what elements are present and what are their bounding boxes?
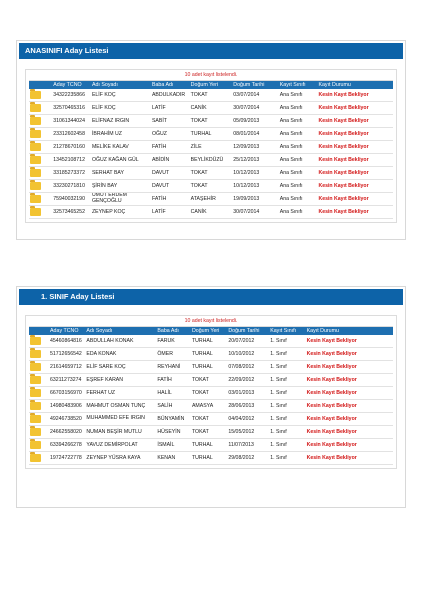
name-cell: YAVUZ DEMİRPOLAT [85,439,156,452]
father-cell: LATİF [151,102,190,115]
birthplace-cell: TOKAT [190,115,233,128]
folder-icon[interactable] [30,195,41,203]
class-cell: 1. Sınıf [269,452,305,465]
table-row[interactable] [29,102,393,115]
section-title: 1. SINIF Aday Listesi [19,289,403,305]
folder-icon-cell[interactable] [29,180,52,193]
tcno-cell: 66703156970 [49,387,85,400]
status-cell: Kesin Kayıt Bekliyor [317,180,393,193]
class-cell: Ana Sınıfı [279,193,318,206]
birthplace-cell: TOKAT [191,374,227,387]
folder-icon-cell[interactable] [29,348,49,361]
status-cell: Kesin Kayıt Bekliyor [317,89,393,102]
folder-icon-cell[interactable] [29,374,49,387]
birthdate-cell: 30/07/2014 [232,102,278,115]
table-row[interactable] [29,193,393,206]
table-row[interactable] [29,439,393,452]
father-cell: HÜSEYİN [156,426,191,439]
birthdate-cell: 22/09/2012 [227,374,269,387]
folder-icon-cell[interactable] [29,193,52,206]
col-birthdate: Doğum Tarihi [227,327,269,335]
status-cell: Kesin Kayıt Bekliyor [317,167,393,180]
table-row[interactable] [29,141,393,154]
birthplace-cell: TOKAT [191,387,227,400]
table-row[interactable] [29,180,393,193]
status-cell: Kesin Kayıt Bekliyor [306,452,393,465]
status-cell: Kesin Kayıt Bekliyor [317,154,393,167]
status-cell: Kesin Kayıt Bekliyor [317,102,393,115]
folder-icon-cell[interactable] [29,400,49,413]
folder-icon-cell[interactable] [29,115,52,128]
name-cell: NUMAN BEŞİR MUTLU [85,426,156,439]
folder-icon[interactable] [30,389,41,397]
folder-icon[interactable] [30,441,41,449]
class-cell: Ana Sınıfı [279,89,318,102]
folder-icon[interactable] [30,130,41,138]
class-cell: Ana Sınıfı [279,180,318,193]
candidate-table [29,327,393,465]
birthplace-cell: TURHAL [191,335,227,348]
father-cell: İSMAİL [156,439,191,452]
birinci-sinif-panel [16,286,406,508]
table-header-row [29,327,393,335]
class-cell: 1. Sınıf [269,361,305,374]
name-cell: MAHMUT OSMAN TUNÇ [85,400,156,413]
folder-icon-cell[interactable] [29,361,49,374]
birthplace-cell: TOKAT [190,180,233,193]
col-class: Kayıt Sınıfı [279,81,318,89]
tcno-cell: 23312602458 [52,128,91,141]
name-cell: ZEYNEP YÜSRA KAYA [85,452,156,465]
table-row[interactable] [29,128,393,141]
tcno-cell: 14980483906 [49,400,85,413]
col-tcno: Aday TCNO [52,81,91,89]
table-row[interactable] [29,387,393,400]
name-cell: ZEYNEP KOÇ [91,206,151,219]
birthdate-cell: 03/07/2014 [232,89,278,102]
status-cell: Kesin Kayıt Bekliyor [317,206,393,219]
birthdate-cell: 19/09/2013 [232,193,278,206]
class-cell: Ana Sınıfı [279,141,318,154]
birthplace-cell: TURHAL [191,452,227,465]
name-cell: UMUT ERDEM GENÇOĞLU [91,193,151,206]
table-row[interactable] [29,154,393,167]
status-cell: Kesin Kayıt Bekliyor [306,335,393,348]
father-cell: REYHANİ [156,361,191,374]
father-cell: KENAN [156,452,191,465]
class-cell: Ana Sınıfı [279,115,318,128]
birthdate-cell: 15/05/2012 [227,426,269,439]
birthdate-cell: 10/12/2013 [232,167,278,180]
folder-icon-cell[interactable] [29,387,49,400]
name-cell: EŞREF KARAN [85,374,156,387]
class-cell: 1. Sınıf [269,439,305,452]
birthplace-cell: ZİLE [190,141,233,154]
table-row[interactable] [29,452,393,465]
folder-icon-cell[interactable] [29,206,52,219]
folder-icon[interactable] [30,363,41,371]
birthdate-cell: 03/01/2013 [227,387,269,400]
father-cell: LATİF [151,206,190,219]
tcno-cell: 21278670160 [52,141,91,154]
table-row[interactable] [29,348,393,361]
folder-icon-cell[interactable] [29,413,49,426]
birthdate-cell: 10/10/2012 [227,348,269,361]
status-cell: Kesin Kayıt Bekliyor [317,115,393,128]
record-count: 10 adet kayıt listelendi. [184,318,238,324]
status-cell: Kesin Kayıt Bekliyor [306,426,393,439]
father-cell: FATİH [151,141,190,154]
name-cell: MELİKE KALAV [91,141,151,154]
status-cell: Kesin Kayıt Bekliyor [306,439,393,452]
table-row[interactable] [29,115,393,128]
birthplace-cell: TURHAL [191,439,227,452]
folder-icon[interactable] [30,376,41,384]
col-tcno: Aday TCNO [49,327,85,335]
name-cell: ELİF KOÇ [91,102,151,115]
birthdate-cell: 05/09/2013 [232,115,278,128]
name-cell: ELİFNAZ IRGIN [91,115,151,128]
table-row[interactable] [29,413,393,426]
list-container [25,69,397,223]
tcno-cell: 21614659712 [49,361,85,374]
tcno-cell: 32573465252 [52,206,91,219]
col-class: Kayıt Sınıfı [269,327,305,335]
table-row[interactable] [29,206,393,219]
col-name: Adı Soyadı [91,81,151,89]
table-row[interactable] [29,374,393,387]
father-cell: FATİH [156,374,191,387]
folder-icon[interactable] [30,208,41,216]
father-cell: ÖMER [156,348,191,361]
folder-icon-cell[interactable] [29,335,49,348]
folder-icon[interactable] [30,156,41,164]
tcno-cell: 75940032190 [52,193,91,206]
folder-icon[interactable] [30,169,41,177]
class-cell: Ana Sınıfı [279,167,318,180]
col-father: Baba Adı [151,81,190,89]
father-cell: HALİL [156,387,191,400]
status-cell: Kesin Kayıt Bekliyor [306,400,393,413]
col-icon [29,81,52,89]
folder-icon-cell[interactable] [29,141,52,154]
folder-icon-cell[interactable] [29,452,49,465]
birthdate-cell: 29/08/2012 [227,452,269,465]
folder-icon[interactable] [30,402,41,410]
tcno-cell: 31061344024 [52,115,91,128]
table-row[interactable] [29,426,393,439]
tcno-cell: 19724722778 [49,452,85,465]
table-row[interactable] [29,167,393,180]
col-father: Baba Adı [156,327,191,335]
birthplace-cell: TURHAL [191,361,227,374]
father-cell: BÜNYAMİN [156,413,191,426]
tcno-cell: 63394266278 [49,439,85,452]
status-cell: Kesin Kayıt Bekliyor [306,374,393,387]
birthplace-cell: TOKAT [190,167,233,180]
col-birthplace: Doğum Yeri [191,327,227,335]
birthplace-cell: TURHAL [191,348,227,361]
birthplace-cell: TURHAL [190,128,233,141]
folder-icon-cell[interactable] [29,128,52,141]
class-cell: Ana Sınıfı [279,206,318,219]
birthplace-cell: TOKAT [191,413,227,426]
col-icon [29,327,49,335]
col-name: Adı Soyadı [85,327,156,335]
class-cell: Ana Sınıfı [279,128,318,141]
name-cell: OĞUZ KAĞAN GÜL [91,154,151,167]
folder-icon[interactable] [30,182,41,190]
status-cell: Kesin Kayıt Bekliyor [306,361,393,374]
birthplace-cell: TOKAT [191,426,227,439]
class-cell: 1. Sınıf [269,335,305,348]
class-cell: 1. Sınıf [269,413,305,426]
folder-icon-cell[interactable] [29,167,52,180]
table-row[interactable] [29,361,393,374]
section-title: ANASINIFI Aday Listesi [19,43,403,59]
table-row[interactable] [29,89,393,102]
birthplace-cell: TOKAT [190,89,233,102]
status-cell: Kesin Kayıt Bekliyor [317,128,393,141]
father-cell: ABDULKADIR [151,89,190,102]
father-cell: FATİH [151,193,190,206]
father-cell: SABİT [151,115,190,128]
name-cell: İBRAHİM UZ [91,128,151,141]
table-row[interactable] [29,400,393,413]
tcno-cell: 33230271810 [52,180,91,193]
birthplace-cell: CANİK [190,206,233,219]
tcno-cell: 33185273372 [52,167,91,180]
father-cell: OĞUZ [151,128,190,141]
folder-icon[interactable] [30,91,41,99]
birthplace-cell: ATAŞEHİR [190,193,233,206]
birthdate-cell: 30/07/2014 [232,206,278,219]
col-status: Kayıt Durumu [317,81,393,89]
status-cell: Kesin Kayıt Bekliyor [306,348,393,361]
birthdate-cell: 04/04/2012 [227,413,269,426]
table-row[interactable] [29,335,393,348]
folder-icon[interactable] [30,350,41,358]
father-cell: ABİDİN [151,154,190,167]
tcno-cell: 32570465316 [52,102,91,115]
father-cell: DAVUT [151,167,190,180]
folder-icon-cell[interactable] [29,439,49,452]
tcno-cell: 49246738520 [49,413,85,426]
name-cell: ELİF KOÇ [91,89,151,102]
name-cell: MUHAMMED EFE IRGIN [85,413,156,426]
birthdate-cell: 11/07/2013 [227,439,269,452]
folder-icon[interactable] [30,454,41,462]
name-cell: ŞİRİN BAY [91,180,151,193]
birthdate-cell: 20/07/2012 [227,335,269,348]
folder-icon-cell[interactable] [29,102,52,115]
birthdate-cell: 12/09/2013 [232,141,278,154]
list-container [25,315,397,469]
folder-icon-cell[interactable] [29,89,52,102]
folder-icon-cell[interactable] [29,426,49,439]
folder-icon[interactable] [30,143,41,151]
birthplace-cell: BEYLİKDÜZÜ [190,154,233,167]
class-cell: Ana Sınıfı [279,154,318,167]
tcno-cell: 13452108712 [52,154,91,167]
name-cell: FERHAT UZ [85,387,156,400]
birthplace-cell: AMASYA [191,400,227,413]
class-cell: 1. Sınıf [269,374,305,387]
folder-icon[interactable] [30,104,41,112]
birthdate-cell: 08/01/2014 [232,128,278,141]
anasinifi-panel [16,40,406,240]
birthdate-cell: 25/12/2013 [232,154,278,167]
col-birthplace: Doğum Yeri [190,81,233,89]
name-cell: EDA KONAK [85,348,156,361]
tcno-cell: 24662558020 [49,426,85,439]
status-cell: Kesin Kayıt Bekliyor [317,141,393,154]
status-cell: Kesin Kayıt Bekliyor [317,193,393,206]
birthplace-cell: CANİK [190,102,233,115]
folder-icon[interactable] [30,428,41,436]
class-cell: 1. Sınıf [269,426,305,439]
status-cell: Kesin Kayıt Bekliyor [306,413,393,426]
table-header-row [29,81,393,89]
class-cell: 1. Sınıf [269,387,305,400]
col-birthdate: Doğum Tarihi [232,81,278,89]
tcno-cell: 51712656542 [49,348,85,361]
birthdate-cell: 10/12/2013 [232,180,278,193]
class-cell: 1. Sınıf [269,348,305,361]
father-cell: SALİH [156,400,191,413]
col-status: Kayıt Durumu [306,327,393,335]
folder-icon[interactable] [30,117,41,125]
birthdate-cell: 28/06/2013 [227,400,269,413]
father-cell: DAVUT [151,180,190,193]
name-cell: ELİF SARE KOÇ [85,361,156,374]
tcno-cell: 34322235866 [52,89,91,102]
tcno-cell: 45460864816 [49,335,85,348]
folder-icon[interactable] [30,415,41,423]
candidate-table [29,81,393,219]
folder-icon[interactable] [30,337,41,345]
record-count: 10 adet kayıt listelendi. [184,72,238,78]
class-cell: Ana Sınıfı [279,102,318,115]
class-cell: 1. Sınıf [269,400,305,413]
name-cell: SERHAT BAY [91,167,151,180]
status-cell: Kesin Kayıt Bekliyor [306,387,393,400]
name-cell: ABDULLAH KONAK [85,335,156,348]
tcno-cell: 63211273274 [49,374,85,387]
folder-icon-cell[interactable] [29,154,52,167]
father-cell: FARUK [156,335,191,348]
birthdate-cell: 07/08/2012 [227,361,269,374]
